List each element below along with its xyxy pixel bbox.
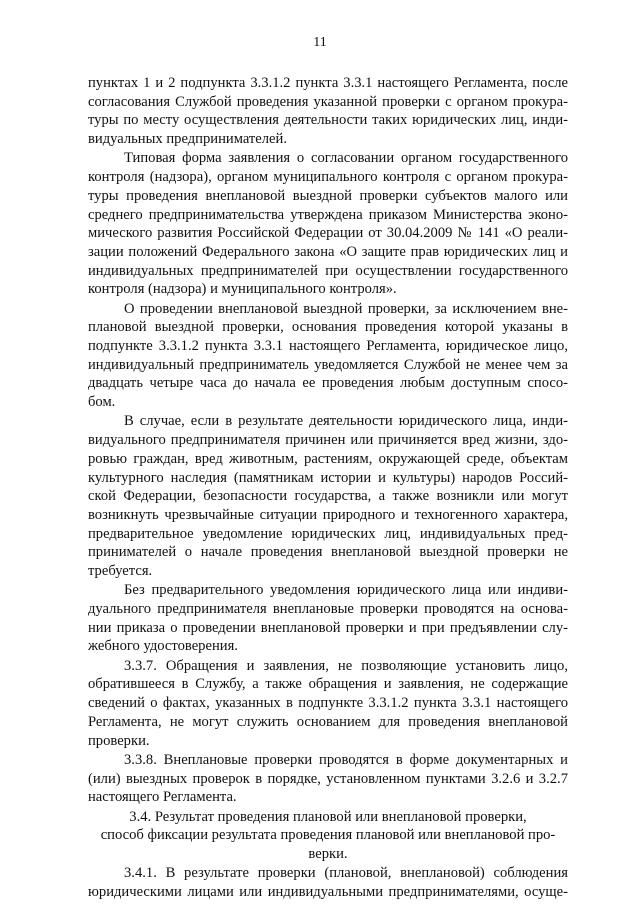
paragraph (88, 657, 568, 751)
text-line: сведений о фактах, указанных в подпункте 3.3.1.2 пункта 3.3.1 настоящего (88, 695, 568, 712)
text-line: контроля (надзора) и муниципального контроля». (88, 281, 397, 298)
text-line: юридическими лицами или индивидуальными предпринимателями, осуще- (88, 883, 568, 900)
text-line: верки. (308, 845, 348, 862)
text-line: 3.3.7. Обращения и заявления, не позволяющие установить лицо, (124, 657, 568, 674)
text-line: жебного удостоверения. (88, 638, 238, 655)
text-line: (или) выездных проверок в порядке, установленном пунктами 3.2.6 и 3.2.7 (88, 770, 568, 787)
text-line: предварительное уведомление юридических лиц, индивидуальных пред- (88, 525, 568, 542)
text-line: ровью граждан, вред животным, растениям, окружающей среде, объектам (88, 450, 568, 467)
text-line: бом. (88, 394, 116, 411)
text-line: 3.3.8. Внеплановые проверки проводятся в форме документарных и (124, 751, 568, 768)
text-line: индивидуальный предприниматель уведомляется Службой не менее чем за (88, 356, 568, 373)
text-line: принимателей о начале проведения внеплановой выездной проверки не (88, 544, 568, 561)
text-line: Регламента, не могут служить основанием для проведения внеплановой (88, 713, 568, 730)
text-line: мического развития Российской Федерации от 30.04.2009 № 141 «О реали- (88, 225, 568, 242)
text-line: возникнуть чрезвычайные ситуации природного и техногенного характера, (88, 506, 568, 523)
paragraph (88, 751, 568, 807)
paragraph (88, 581, 568, 656)
paragraph (88, 149, 568, 299)
text-line: зации положений Федерального закона «О защите прав юридических лиц и (88, 243, 568, 260)
text-line: контроля (надзора), органом муниципального контроля с органом прокура- (88, 169, 568, 186)
text-line: нии приказа о проведении внеплановой проверки и при предъявлении слу- (88, 619, 568, 636)
text-line: В случае, если в результате деятельности юридического лица, инди- (124, 413, 568, 430)
page-number: 11 (313, 35, 327, 50)
text-line: согласования Службой проведения указанной проверки с органом прокура- (88, 93, 568, 110)
paragraph (88, 74, 568, 149)
text-line: пунктах 1 и 2 подпункта 3.3.1.2 пункта 3.3.1 настоящего Регламента, после (88, 75, 568, 91)
text-line: двадцать четыре часа до начала ее проведения любым доступным спосо- (88, 375, 568, 392)
text-line: туры проведения внеплановой выездной проверки субъектов малого или (88, 187, 568, 204)
text-line: плановой выездной проверки, основания проведения которой указаны в (88, 319, 568, 336)
text-line: 3.4. Результат проведения плановой или внеплановой проверки, (129, 808, 527, 825)
text-line: видуального предпринимателя причинен или причиняется вред жизни, здо- (88, 432, 568, 449)
section-heading (88, 808, 568, 864)
text-line: Типовая форма заявления о согласовании органом государственного (124, 150, 568, 167)
text-line: требуется. (88, 563, 153, 580)
text-line: обратившееся в Службу, а также обращения и заявления, не содержащие (88, 676, 568, 693)
text-line: туры по месту осуществления деятельности таких юридических лиц, инди- (88, 112, 568, 129)
paragraph (88, 300, 568, 412)
text-line: подпункте 3.3.1.2 пункта 3.3.1 настоящего Регламента, юридическое лицо, (88, 338, 568, 355)
text-line: дуального предпринимателя внеплановые проверки проводятся на основа- (88, 601, 568, 618)
text-line: проверки. (88, 732, 150, 749)
text-line: настоящего Регламента. (88, 789, 237, 806)
document-body (88, 74, 568, 902)
paragraph (88, 864, 568, 901)
text-line: среднего предпринимательства утверждена приказом Министерства эконо- (88, 206, 568, 223)
text-line: 3.4.1. В результате проверки (плановой, внеплановой) соблюдения (124, 865, 568, 882)
text-line: видуальных предпринимателей. (88, 131, 287, 148)
text-line: культурного наследия (памятникам истории и культуры) народов Россий- (88, 469, 568, 486)
text-line: О проведении внеплановой выездной проверки, за исключением вне- (124, 300, 568, 317)
text-line: индивидуальных предпринимателей при осуществлении государственного (88, 262, 568, 279)
text-line: ской Федерации, безопасности государства, а также возникли или могут (88, 488, 568, 505)
paragraph (88, 412, 568, 580)
text-line: Без предварительного уведомления юридического лица или индиви- (124, 582, 568, 599)
text-line: способ фиксации результата проведения плановой или внеплановой про- (100, 827, 556, 844)
